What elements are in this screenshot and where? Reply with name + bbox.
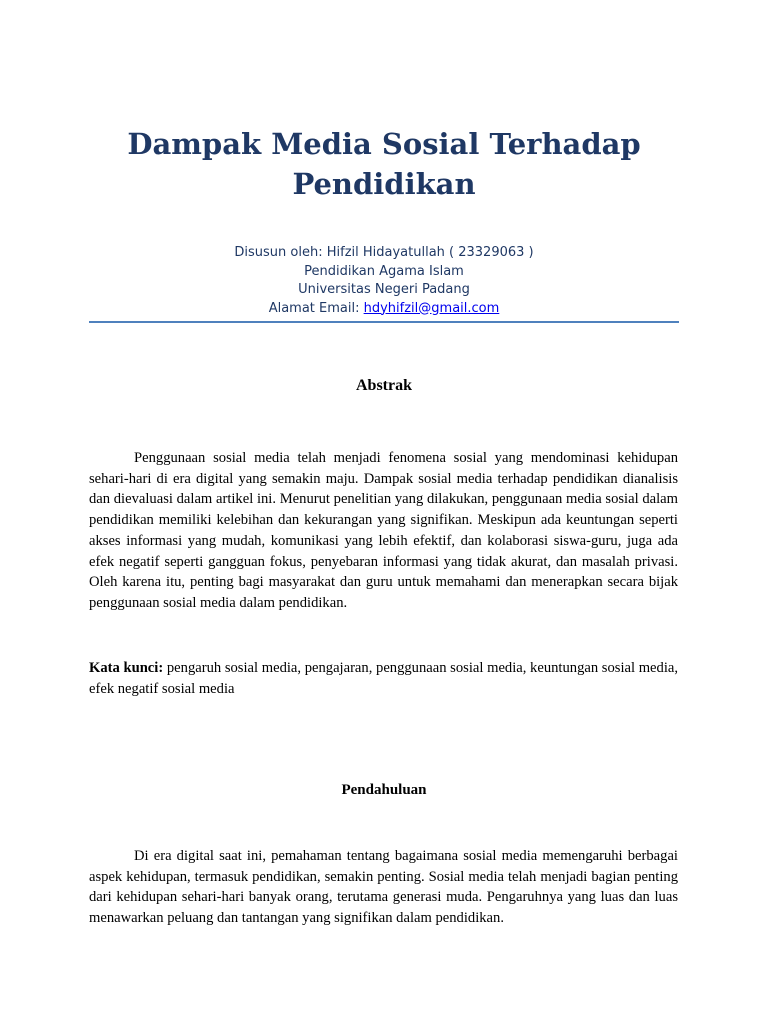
title-line-1: Dampak Media Sosial Terhadap	[127, 127, 641, 161]
document-title	[89, 124, 679, 204]
title-line-2: Pendidikan	[292, 167, 476, 201]
keywords-paragraph	[89, 658, 678, 699]
email-link[interactable]: hdyhifzil@gmail.com	[363, 300, 500, 316]
program-line: Pendidikan Agama Islam	[304, 263, 464, 279]
email-label: Alamat Email:	[268, 300, 364, 316]
abstract-heading: Abstrak	[355, 377, 412, 394]
keywords-text: pengaruh sosial media, pengajaran, penggunaan sosial media, keuntungan sosial media, efek negatif sosial media	[89, 660, 679, 697]
author-block	[89, 244, 679, 318]
title-divider	[89, 321, 679, 323]
keywords-label: Kata kunci:	[89, 660, 164, 676]
email-line	[89, 300, 679, 319]
introduction-paragraph: Di era digital saat ini, pemahaman tentang bagaimana sosial media memengaruhi berbagai aspek kehidupan, termasuk pendidikan, semakin penting. Sosial media telah menjadi bagian penting dari kehidupan sehari-hari banyak orang, terutama generasi muda. Pengaruhnya yang luas dan luas menawarkan peluang dan tantangan yang signifikan dalam pendidikan.	[89, 848, 678, 927]
university-line: Universitas Negeri Padang	[298, 282, 470, 297]
introduction-heading: Pendahuluan	[341, 782, 427, 798]
abstract-paragraph: Penggunaan sosial media telah menjadi fenomena sosial yang mendominasi kehidupan sehari-hari di era digital yang semakin maju. Dampak sosial media terhadap pendidikan dianalisis dan dievaluasi dalam artikel ini. Menurut penelitian yang dilakukan, penggunaan media sosial dalam pendidikan memiliki kelebihan dan kekurangan yang signifikan. Meskipun ada keuntungan seperti akses informasi yang mudah, komunikasi yang lebih efektif, dan kolaborasi siswa-guru, juga ada efek negatif seperti gangguan fokus, penyebaran informasi yang tidak akurat, dan masalah privasi. Oleh karena itu, penting bagi masyarakat dan guru untuk memahami dan menerapkan secara bijak penggunaan sosial media dalam pendidikan.	[89, 450, 678, 611]
author-line: Disusun oleh: Hifzil Hidayatullah ( 23329063 )	[234, 245, 534, 260]
